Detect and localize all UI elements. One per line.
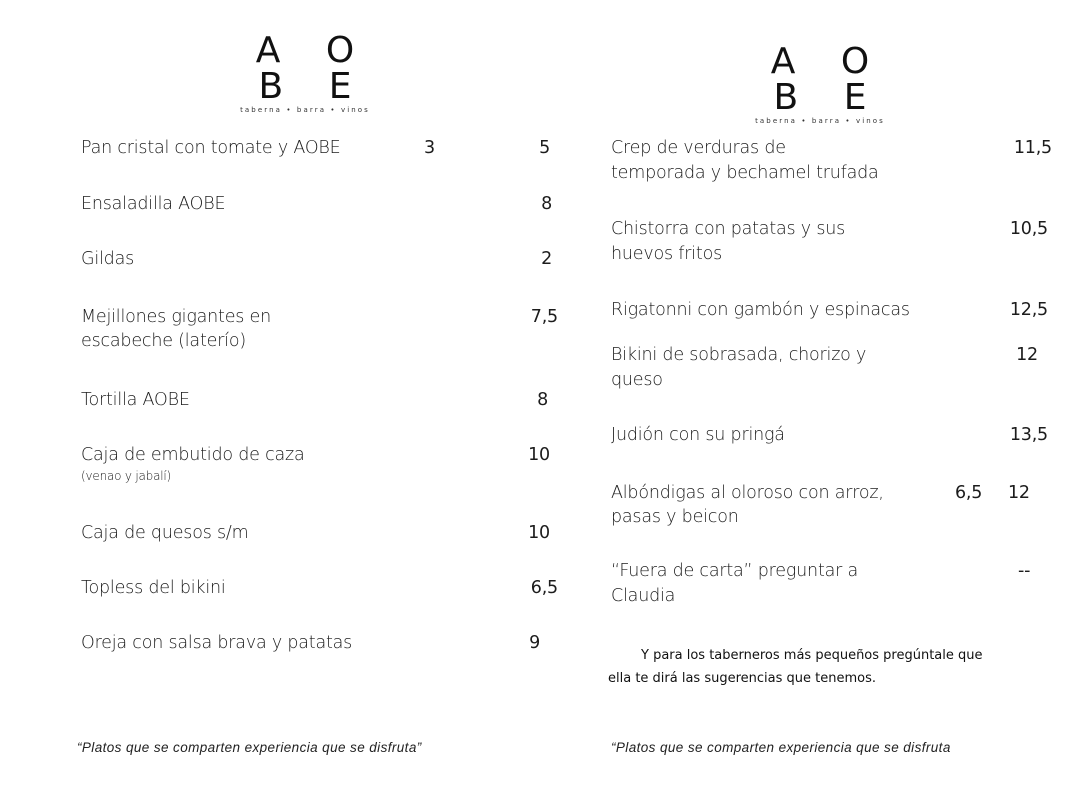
dish-price: 12 [1016, 345, 1038, 365]
dish-price: -- [1018, 561, 1031, 581]
dish-name: Crep de verduras de [611, 138, 786, 158]
dish-name: “Fuera de carta” preguntar a [611, 561, 859, 581]
dish-price: 10 [528, 445, 550, 465]
dish-name: Chistorra con patatas y sus [611, 219, 846, 239]
dish-price: 5 [539, 138, 550, 158]
dish-name-line2: escabeche (laterío) [81, 331, 246, 351]
dish-price: 8 [537, 390, 548, 410]
dish-note [81, 468, 171, 484]
dish-name: Albóndigas al oloroso con arroz, [611, 483, 884, 503]
dish-name: Bikini de sobrasada, chorizo y [611, 345, 867, 365]
tagline-right: “Platos que se comparten experiencia que se disfruta [611, 740, 951, 755]
dish-name: Topless del bikini [81, 578, 226, 598]
logo-wordmark: A O B E [770, 41, 887, 118]
logo-wordmark: A O B E [255, 30, 372, 107]
dish-name-line2: huevos fritos [611, 244, 722, 264]
dish-name: Rigatonni con gambón y espinacas [611, 300, 910, 320]
dish-name-line2: pasas y beicon [611, 507, 739, 527]
logo-subtitle: taberna • barra • vinos [240, 106, 370, 114]
dish-name: Ensaladilla AOBE [81, 194, 226, 214]
dish-name: Oreja con salsa brava y patatas [81, 633, 353, 653]
kids-note-line2: ella te dirá las sugerencias que tenemos. [608, 671, 877, 686]
logo-subtitle: taberna • barra • vinos [755, 117, 885, 125]
dish-price-half: 6,5 [955, 483, 983, 503]
dish-price: 10,5 [1009, 219, 1048, 239]
dish-price: 7,5 [530, 307, 558, 327]
dish-name: Pan cristal con tomate y AOBE [81, 138, 341, 158]
dish-name: Caja de embutido de caza [81, 445, 305, 465]
dish-name: Gildas [81, 249, 135, 269]
dish-name: Mejillones gigantes en [81, 307, 272, 327]
dish-price-half: 3 [424, 138, 435, 158]
logo-left [220, 30, 390, 115]
kids-note [608, 644, 1038, 690]
dish-note-text: (venao y jabalí) [81, 469, 172, 483]
dish-price: 13,5 [1009, 425, 1048, 445]
dish-name-line2: queso [611, 370, 663, 390]
dish-price: 6,5 [530, 578, 558, 598]
dish-name: Tortilla AOBE [81, 390, 190, 410]
dish-name: Judión con su pringá [611, 425, 785, 445]
dish-price: 9 [529, 633, 540, 653]
dish-price: 12 [1008, 483, 1030, 503]
dish-price: 2 [541, 249, 552, 269]
kids-note-line1: Y para los taberneros más pequeños pregúntale que [641, 648, 983, 663]
dish-price: 8 [541, 194, 552, 214]
dish-name: Caja de quesos s/m [81, 523, 249, 543]
dish-name-line2: temporada y bechamel trufada [611, 163, 879, 183]
dish-price: 11,5 [1013, 138, 1052, 158]
tagline-left: “Platos que se comparten experiencia que se disfruta” [77, 740, 422, 755]
logo-right [735, 41, 905, 126]
dish-name-line2: Claudia [611, 586, 676, 606]
dish-price: 10 [528, 523, 550, 543]
dish-price: 12,5 [1009, 300, 1048, 320]
